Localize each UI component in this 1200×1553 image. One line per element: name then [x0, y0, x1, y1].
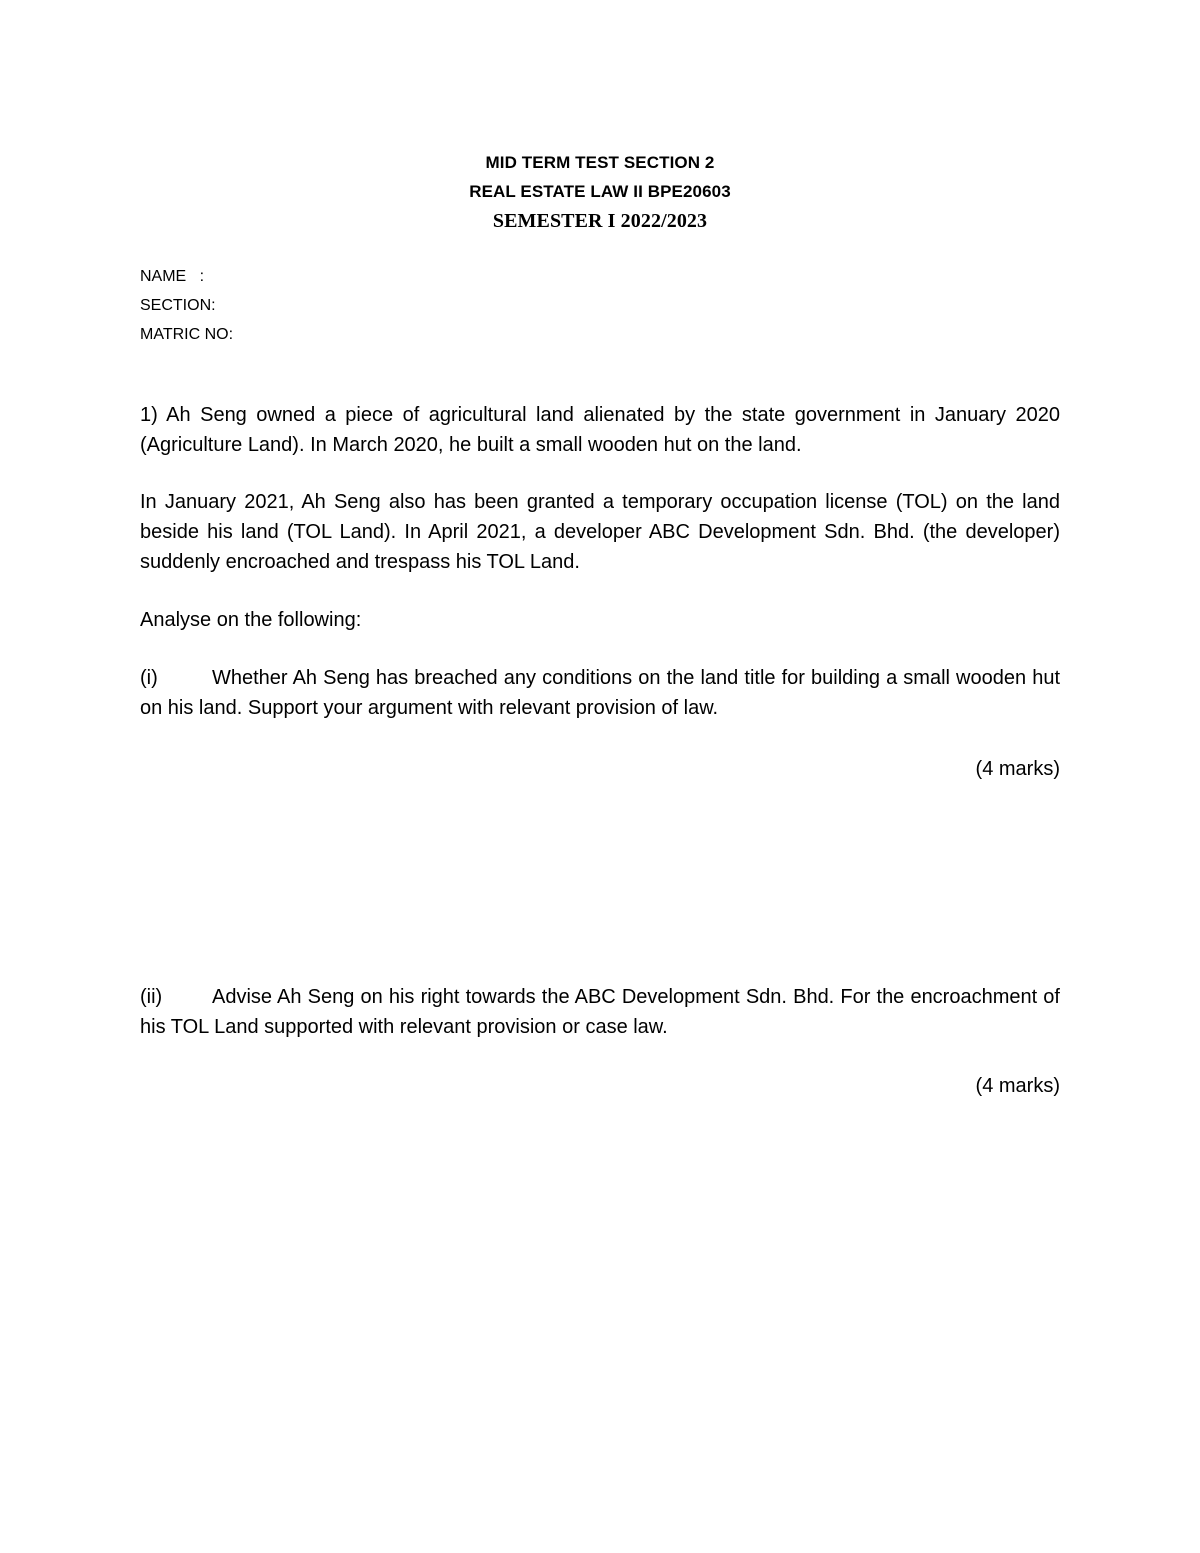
- question1-paragraph-2: In January 2021, Ah Seng also has been granted a temporary occupation license (TOL) on the land beside his land (TOL Land). In April 2021, a developer ABC Development Sdn. Bhd. (the developer) suddenly encroached and trespass his TOL Land.: [140, 491, 1060, 573]
- test-title: MID TERM TEST SECTION 2: [485, 153, 715, 172]
- question1-instruction: Analyse on the following:: [140, 609, 362, 631]
- matric-label: MATRIC NO:: [140, 326, 234, 343]
- part-ii-text: Advise Ah Seng on his right towards the ABC Development Sdn. Bhd. For the encroachment of his TOL Land supported with relevant provision or case law.: [140, 986, 1060, 1038]
- question1-paragraph-1: 1) Ah Seng owned a piece of agricultural land alienated by the state government in January 2020 (Agriculture Land). In March 2020, he built a small wooden hut on the land.: [140, 404, 1060, 456]
- document-header: [140, 148, 1060, 236]
- part-ii-label: (ii): [140, 986, 163, 1008]
- part-ii-marks: (4 marks): [975, 1075, 1060, 1097]
- name-label: NAME :: [140, 268, 205, 285]
- question1-intro: [140, 400, 1060, 460]
- semester-title: SEMESTER I 2022/2023: [492, 210, 708, 232]
- part-i-text: Whether Ah Seng has breached any conditions on the land title for building a small wooden hut on his land. Support your argument with relevant provision of law.: [140, 667, 1060, 719]
- student-fields: [140, 262, 233, 349]
- section-label: SECTION:: [140, 297, 216, 314]
- question1-instruction-block: [140, 605, 1060, 635]
- question1-part-ii-body: [140, 982, 1060, 1042]
- part-i-marks: (4 marks): [975, 758, 1060, 780]
- question1-part-i-body: [140, 663, 1060, 723]
- question1-background: [140, 487, 1060, 577]
- course-title: REAL ESTATE LAW II BPE20603: [469, 182, 731, 201]
- part-i-label: (i): [140, 667, 158, 689]
